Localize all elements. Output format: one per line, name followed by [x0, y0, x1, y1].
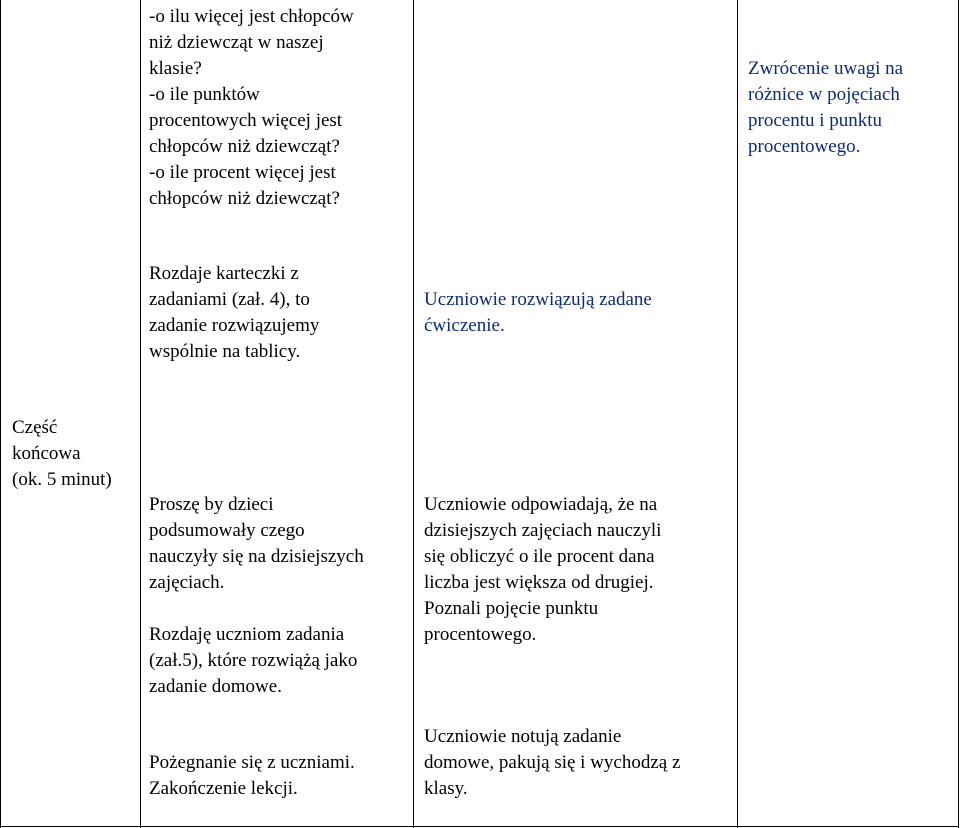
row3-phase-label: Część końcowa (ok. 5 minut) — [12, 417, 112, 490]
row1-activity-text: -o ilu więcej jest chłopców niż dziewcząt w naszej klasie? -o ile punktów procentowych więcej jest chłopców niż dziewcząt? -o ile procent więcej jest chłopców niż dziewcząt? — [149, 6, 354, 209]
row3-activity-farewell: Pożegnanie się z uczniami. Zakończenie lekcji. — [149, 752, 355, 799]
row3-activity-homework: Rozdaję uczniom zadania (zał.5), które rozwiążą jako zadanie domowe. — [149, 624, 358, 697]
table-border-left — [0, 0, 1, 828]
row1-notes-text: Zwrócenie uwagi na różnice w pojęciach procentu i punktu procentowego. — [748, 58, 904, 157]
table-border-right — [958, 0, 959, 828]
row2-student-text: Uczniowie rozwiązują zadane ćwiczenie. — [424, 289, 652, 336]
column-divider-2 — [413, 0, 414, 828]
row2-activity-text: Rozdaje karteczki z zadaniami (zał. 4), to zadanie rozwiązujemy wspólnie na tablicy. — [149, 263, 320, 362]
column-divider-3 — [737, 0, 738, 828]
row3-student-homework: Uczniowie notują zadanie domowe, pakują się i wychodzą z klasy. — [424, 726, 681, 799]
table-border-bottom — [0, 826, 959, 827]
row3-activity-summary: Proszę by dzieci podsumowały czego nauczyły się na dzisiejszych zajęciach. — [149, 494, 364, 593]
row3-student-answers: Uczniowie odpowiadają, że na dzisiejszych zajęciach nauczyli się obliczyć o ile procent dana liczba jest większa od drugiej. Poznali pojęcie punktu procentowego. — [424, 494, 662, 645]
column-divider-1 — [140, 0, 141, 828]
